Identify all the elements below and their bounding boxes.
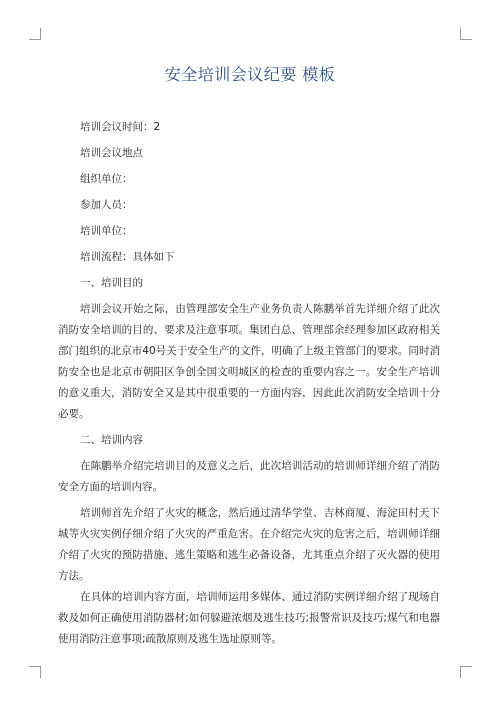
field-training-unit: 培训单位：	[80, 225, 133, 237]
paragraph-content-intro: 在陈鹏举介绍完培训目的及意义之后，此次培训活动的培训师详细介绍了消防安全方面的培训内容。	[58, 460, 440, 493]
paragraph-purpose: 培训会议开始之际，由管理部安全生产业务负责人陈鹏举首先详细介绍了此次消防安全培训的目的、要求及注意事项。集团白总、管理部余经理参加区政府相关部门组织的北京市40号关于安全生产的文件，明确了上级主管部门的要求。同时消防安全也是北京市朝阳区争创全国文明城区的检查的重要内容之一。安全生产培训的意义重大，消防安全又是其中很重要的一方面内容，因此此次消防安全培训十分必要。	[58, 303, 440, 420]
crop-mark-bottom-right	[460, 666, 472, 678]
section-heading-content: 二、培训内容	[80, 434, 143, 446]
document-title: 安全培训会议纪要 模板	[164, 65, 336, 84]
section-heading-purpose: 一、培训目的	[80, 277, 143, 289]
field-training-process: 培训流程：具体如下	[80, 251, 175, 263]
paragraph-training-details: 在具体的培训内容方面，培训师运用多媒体、通过消防实例详细介绍了现场自救及如何正确使用消防器材;如何躲避浓烟及逃生技巧;报警常识及技巧;煤气和电器使用消防注意事项;疏散原则及逃生选址原则等。	[58, 591, 440, 645]
crop-mark-top-left	[29, 28, 41, 40]
crop-mark-bottom-left	[29, 666, 41, 678]
field-organizer: 组织单位：	[80, 173, 133, 185]
document-body	[58, 117, 440, 650]
crop-mark-top-right	[460, 28, 472, 40]
paragraph-fire-overview: 培训师首先介绍了火灾的概念，然后通过清华学堂、吉林商厦、海淀田村天下城等火灾实例仔细介绍了火灾的严重危害。在介绍完火灾的危害之后，培训师详细介绍了火灾的预防措施、逃生策略和逃生必备设备，尤其重点介绍了灭火器的使用方法。	[58, 507, 440, 582]
field-participants: 参加人员：	[80, 199, 133, 211]
field-meeting-location: 培训会议地点	[80, 147, 143, 159]
field-meeting-time: 培训会议时间：2	[80, 121, 161, 133]
